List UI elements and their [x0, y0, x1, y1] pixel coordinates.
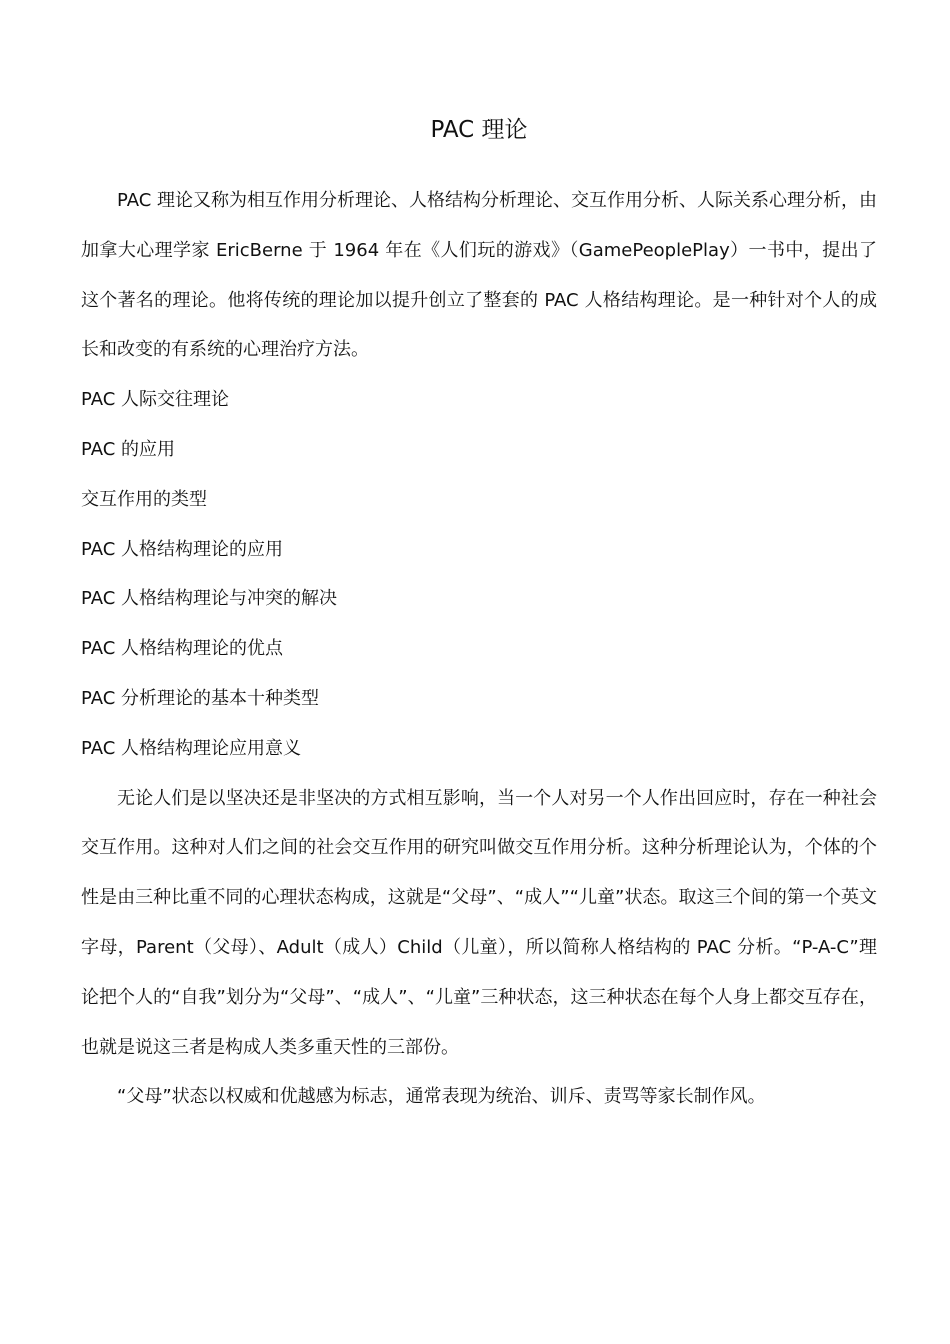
topic-item: PAC 人格结构理论应用意义: [81, 737, 301, 759]
topic-item: PAC 分析理论的基本十种类型: [81, 687, 319, 709]
topic-item: PAC 人格结构理论的应用: [81, 538, 283, 560]
document-page: [81, 112, 877, 1122]
topic-list: [81, 375, 877, 773]
body-paragraph: “父母”状态以权威和优越感为标志，通常表现为统治、训斥、责骂等家长制作风。: [117, 1086, 766, 1108]
topic-item: PAC 人格结构理论的优点: [81, 638, 283, 660]
topic-item: PAC 人格结构理论与冲突的解决: [81, 588, 337, 610]
document-title: PAC 理论: [430, 117, 528, 143]
topic-item: PAC 的应用: [81, 438, 175, 460]
intro-paragraph: PAC 理论又称为相互作用分析理论、人格结构分析理论、交互作用分析、人际关系心理分析，由加拿大心理学家 EricBerne 于 1964 年在《人们玩的游戏》（GamePeoplePlay）一书中，提出了这个著名的理论。他将传统的理论加以提升创立了整套的 PAC 人格结构理论。是一种针对个人的成长和改变的有系统的心理治疗方法。: [81, 190, 877, 361]
topic-item: PAC 人际交往理论: [81, 389, 229, 411]
body-paragraph: 无论人们是以坚决还是非坚决的方式相互影响，当一个人对另一个人作出回应时，存在一种社会交互作用。这种对人们之间的社会交互作用的研究叫做交互作用分析。这种分析理论认为，个体的个性是由三种比重不同的心理状态构成，这就是“父母”、“成人”“儿童”状态。取这三个间的第一个英文字母，Parent（父母）、Adult（成人）Child（儿童），所以简称人格结构的 PAC 分析。“P-A-C”理论把个人的“自我”划分为“父母”、“成人”、“儿童”三种状态，这三种状态在每个人身上都交互存在，也就是说这三者是构成人类多重天性的三部份。: [81, 787, 877, 1058]
topic-item: 交互作用的类型: [81, 488, 207, 510]
